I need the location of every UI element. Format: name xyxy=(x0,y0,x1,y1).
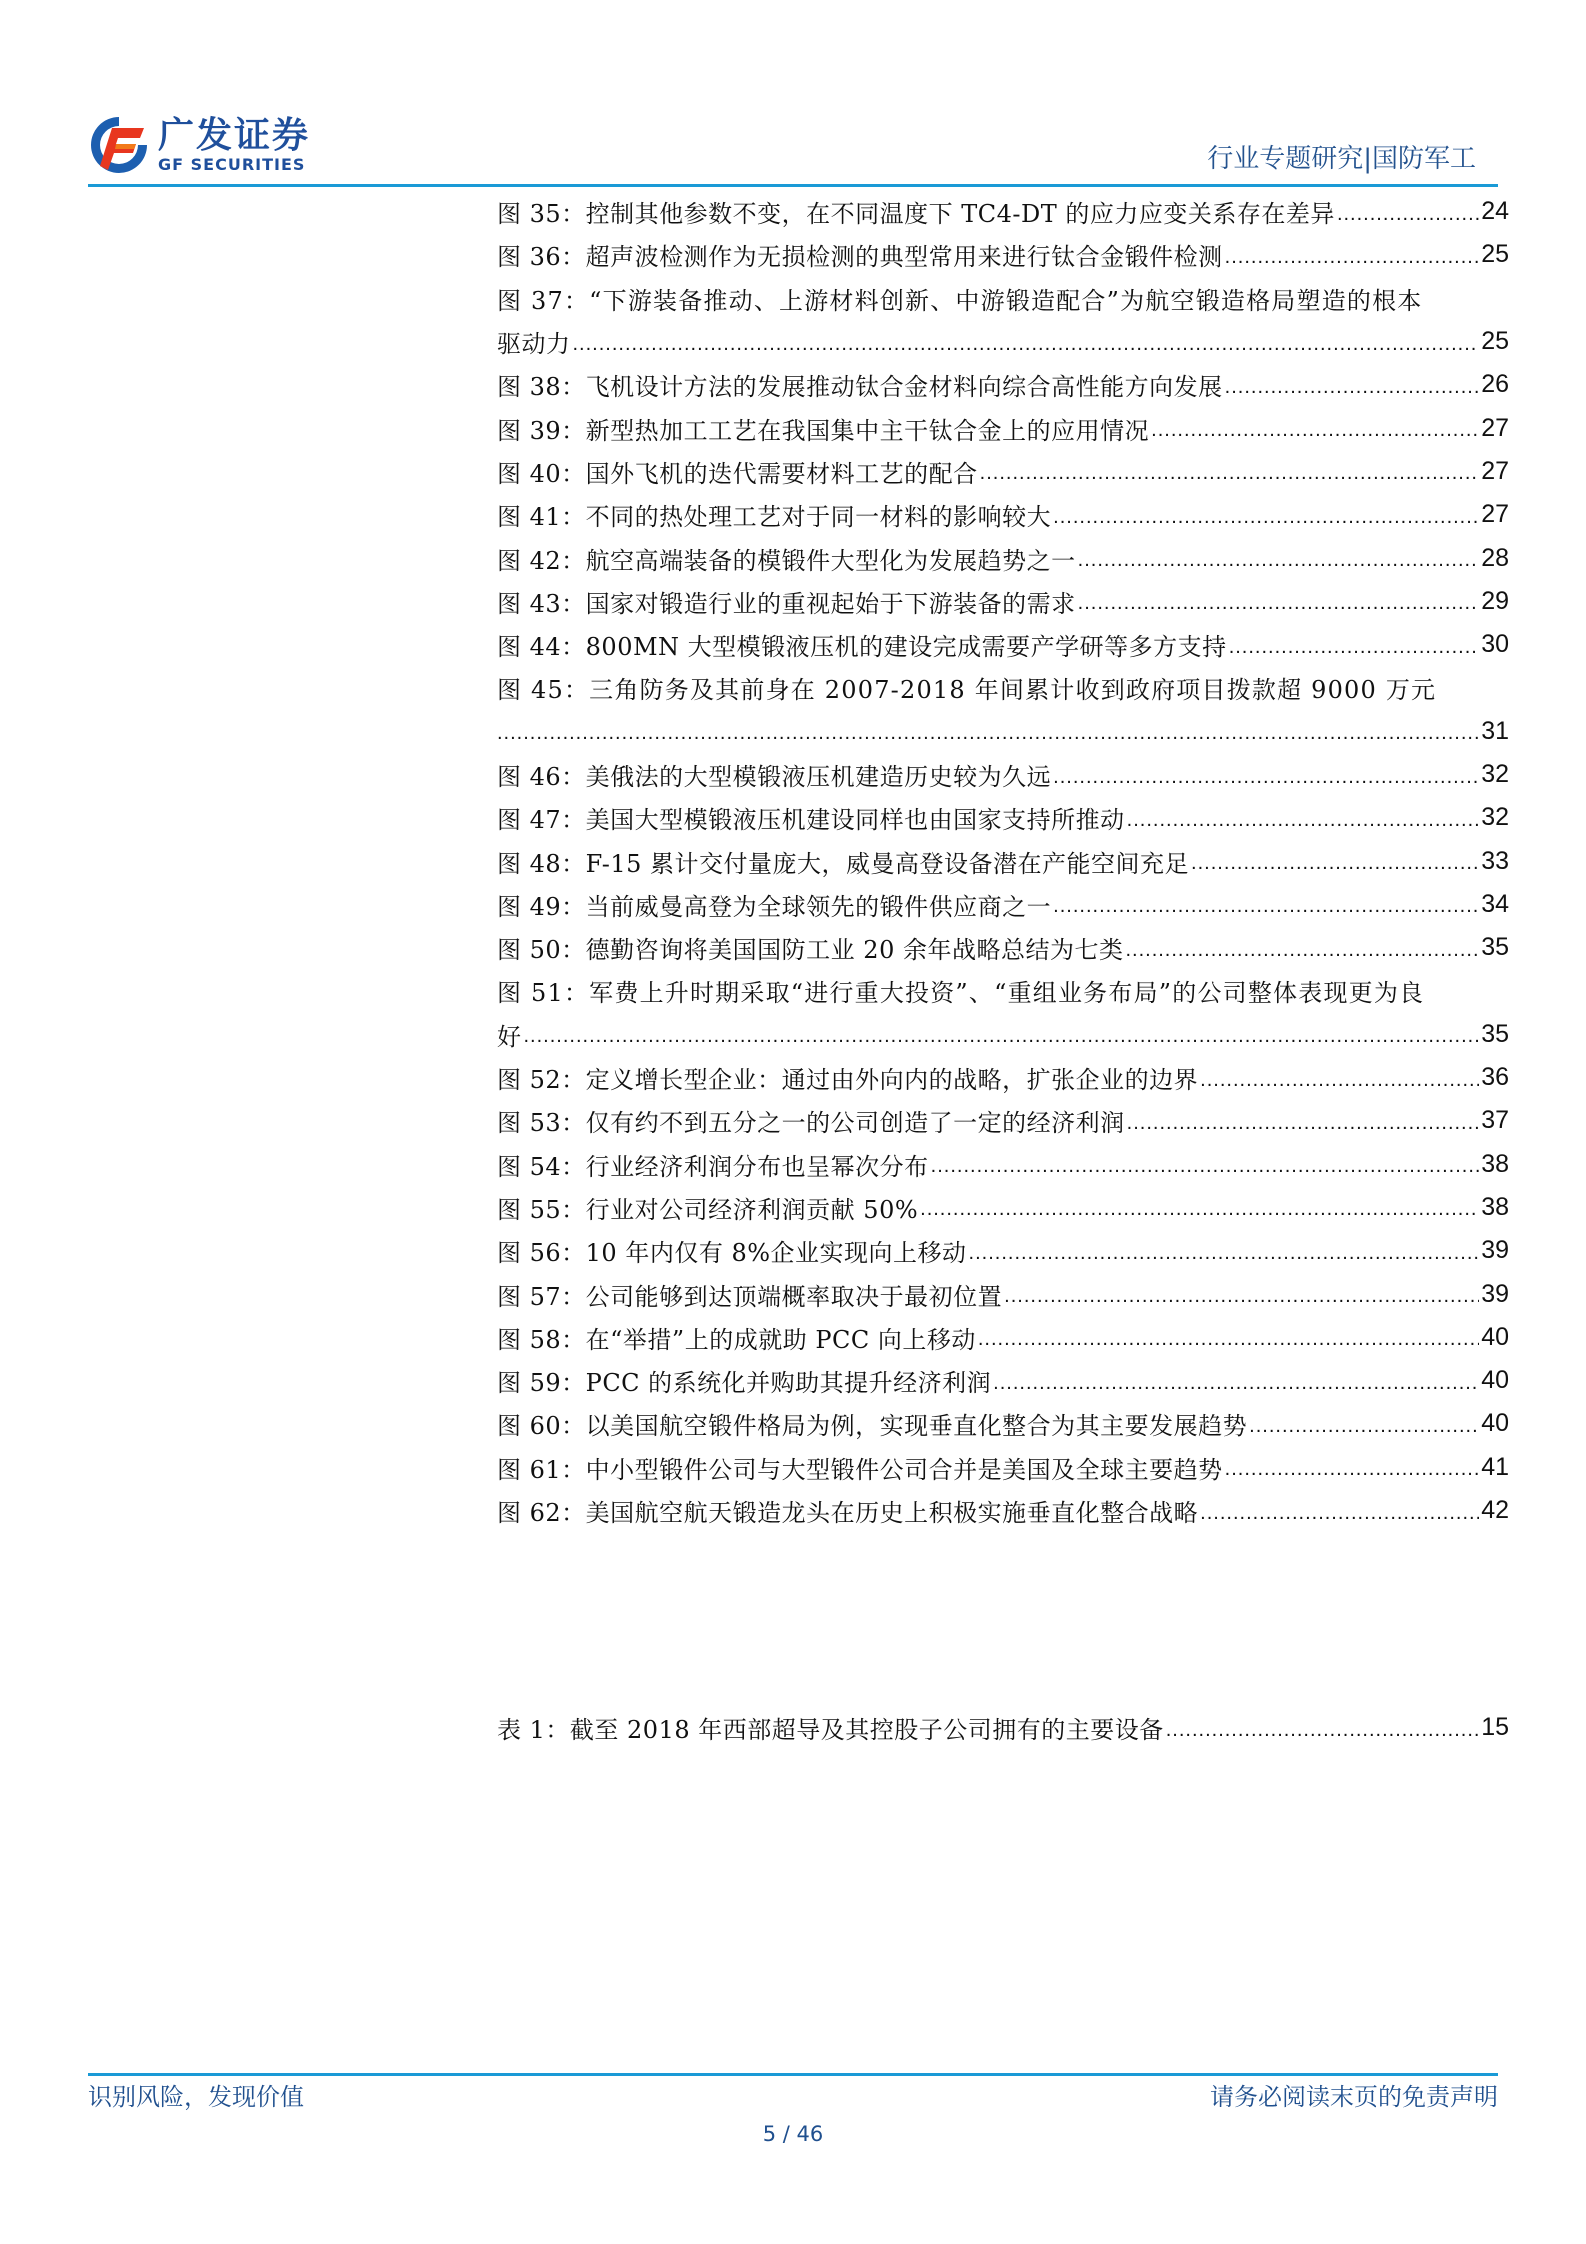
toc-entry[interactable] xyxy=(497,839,1509,882)
toc-entry[interactable] xyxy=(497,926,1509,969)
toc-entry-page: 25 xyxy=(1481,240,1509,269)
toc-entry-label: 图 49：当前威曼高登为全球领先的锻件供应商之一 xyxy=(497,887,1053,922)
gf-logo-icon xyxy=(88,114,150,176)
dot-leader xyxy=(1166,1715,1479,1741)
toc-entry-page: 34 xyxy=(1481,889,1509,918)
toc-entry-page: 15 xyxy=(1481,1713,1509,1742)
toc-entry[interactable] xyxy=(497,1402,1509,1445)
toc-entry-label: 图 39：新型热加工工艺在我国集中主干钛合金上的应用情况 xyxy=(497,411,1151,446)
table-list xyxy=(497,1706,1509,1749)
toc-entry[interactable] xyxy=(497,1229,1509,1272)
toc-entry-page: 31 xyxy=(1481,716,1509,745)
toc-entry[interactable] xyxy=(497,1446,1509,1489)
dot-leader xyxy=(1200,1498,1479,1524)
toc-entry-page: 28 xyxy=(1481,543,1509,572)
toc-entry-label: 图 57：公司能够到达顶端概率取决于最初位置 xyxy=(497,1277,1004,1312)
toc-entry[interactable] xyxy=(497,666,1509,709)
dot-leader xyxy=(1125,935,1479,961)
toc-entry-label: 图 60：以美国航空锻件格局为例，实现垂直化整合为其主要发展趋势 xyxy=(497,1406,1249,1441)
dot-leader xyxy=(1249,1411,1479,1437)
toc-entry-page: 40 xyxy=(1481,1322,1509,1351)
toc-entry[interactable] xyxy=(497,190,1509,233)
toc-entry-label: 图 62：美国航空航天锻造龙头在历史上积极实施垂直化整合战略 xyxy=(497,1493,1200,1528)
dot-leader xyxy=(1225,242,1480,268)
toc-entry[interactable] xyxy=(497,536,1509,579)
toc-entry[interactable] xyxy=(497,450,1509,493)
dot-leader xyxy=(497,718,1479,744)
toc-entry-page: 27 xyxy=(1481,500,1509,529)
toc-entry-page: 39 xyxy=(1481,1279,1509,1308)
toc-entry-page: 35 xyxy=(1481,1019,1509,1048)
toc-entry-page: 36 xyxy=(1481,1063,1509,1092)
toc-entry-label: 图 36：超声波检测作为无损检测的典型常用来进行钛合金锻件检测 xyxy=(497,237,1225,272)
footer-divider xyxy=(88,2073,1498,2076)
header-divider xyxy=(88,184,1498,187)
toc-entry-label: 图 44：800MN 大型模锻液压机的建设完成需要产学研等多方支持 xyxy=(497,627,1229,662)
toc-entry-label: 图 50：德勤咨询将美国国防工业 20 余年战略总结为七类 xyxy=(497,930,1125,965)
toc-entry-label: 图 53：仅有约不到五分之一的公司创造了一定的经济利润 xyxy=(497,1103,1127,1138)
toc-entry-page: 32 xyxy=(1481,803,1509,832)
gf-securities-logo xyxy=(88,112,310,178)
toc-entry[interactable] xyxy=(497,1489,1509,1532)
toc-entry-label: 图 41：不同的热处理工艺对于同一材料的影响较大 xyxy=(497,497,1053,532)
toc-entry-label: 图 46：美俄法的大型模锻液压机建造历史较为久远 xyxy=(497,757,1053,792)
toc-entry[interactable] xyxy=(497,1272,1509,1315)
toc-entry-label: 图 38：飞机设计方法的发展推动钛合金材料向综合高性能方向发展 xyxy=(497,367,1225,402)
toc-entry[interactable] xyxy=(497,493,1509,536)
dot-leader xyxy=(920,1194,1479,1220)
dot-leader xyxy=(993,1368,1479,1394)
dot-leader xyxy=(1127,1108,1480,1134)
toc-entry[interactable] xyxy=(497,1186,1509,1229)
dot-leader xyxy=(1127,805,1480,831)
dot-leader xyxy=(1053,762,1479,788)
dot-leader xyxy=(1053,891,1479,917)
toc-entry[interactable] xyxy=(497,1706,1509,1749)
toc-entry[interactable] xyxy=(497,1316,1509,1359)
toc-entry-label: 表 1：截至 2018 年西部超导及其控股子公司拥有的主要设备 xyxy=(497,1710,1166,1745)
toc-entry-page: 39 xyxy=(1481,1236,1509,1265)
toc-entry[interactable] xyxy=(497,623,1509,666)
toc-entry[interactable] xyxy=(497,796,1509,839)
toc-entry-label: 图 61：中小型锻件公司与大型锻件公司合并是美国及全球主要趋势 xyxy=(497,1450,1225,1485)
toc-entry-page: 27 xyxy=(1481,456,1509,485)
dot-leader xyxy=(1225,1454,1480,1480)
dot-leader xyxy=(1151,415,1479,441)
toc-entry-label: 图 48：F-15 累计交付量庞大，威曼高登设备潜在产能空间充足 xyxy=(497,844,1191,879)
toc-entry-page: 35 xyxy=(1481,933,1509,962)
toc-entry-label: 图 47：美国大型模锻液压机建设同样也由国家支持所推动 xyxy=(497,800,1127,835)
logo-english-name: GF SECURITIES xyxy=(158,155,306,174)
toc-entry-label: 图 58：在“举措”上的成就助 PCC 向上移动 xyxy=(497,1320,978,1355)
toc-entry-page: 41 xyxy=(1481,1452,1509,1481)
toc-entry-label: 图 54：行业经济利润分布也呈幂次分布 xyxy=(497,1147,931,1182)
toc-entry[interactable] xyxy=(497,1056,1509,1099)
dot-leader xyxy=(969,1238,1480,1264)
toc-entry[interactable] xyxy=(497,753,1509,796)
dot-leader xyxy=(1004,1281,1479,1307)
toc-entry-page: 29 xyxy=(1481,586,1509,615)
toc-entry[interactable] xyxy=(497,1143,1509,1186)
dot-leader xyxy=(931,1151,1480,1177)
dot-leader xyxy=(573,329,1480,355)
toc-entry-label: 好 xyxy=(497,1017,524,1052)
toc-entry[interactable] xyxy=(497,363,1509,406)
dot-leader xyxy=(524,1021,1480,1047)
toc-entry[interactable] xyxy=(497,1099,1509,1142)
toc-entry-label: 图 51：军费上升时期采取“进行重大投资”、“重组业务布局”的公司整体表现更为良 xyxy=(497,973,1509,1008)
toc-entry-page: 40 xyxy=(1481,1409,1509,1438)
toc-entry-page: 38 xyxy=(1481,1149,1509,1178)
page-header xyxy=(88,108,1498,184)
dot-leader xyxy=(1200,1065,1479,1091)
toc-entry[interactable] xyxy=(497,969,1509,1012)
toc-entry-label: 图 59：PCC 的系统化并购助其提升经济利润 xyxy=(497,1363,993,1398)
page-indicator: 5 / 46 xyxy=(762,2122,824,2146)
toc-entry[interactable] xyxy=(497,233,1509,276)
toc-entry-label: 驱动力 xyxy=(497,324,573,359)
dot-leader xyxy=(980,458,1480,484)
toc-entry-label: 图 55：行业对公司经济利润贡献 50% xyxy=(497,1190,920,1225)
report-category: 行业专题研究|国防军工 xyxy=(1207,144,1476,174)
toc-entry-page: 37 xyxy=(1481,1106,1509,1135)
footer-disclaimer: 请务必阅读末页的免责声明 xyxy=(1210,2083,1498,2111)
toc-entry-continuation[interactable] xyxy=(497,1013,1509,1056)
figure-list xyxy=(497,190,1509,1532)
dot-leader xyxy=(1078,588,1480,614)
dot-leader xyxy=(1191,848,1479,874)
toc-entry-page: 38 xyxy=(1481,1192,1509,1221)
dot-leader xyxy=(978,1324,1479,1350)
toc-entry-continuation[interactable] xyxy=(497,320,1509,363)
toc-entry-page: 40 xyxy=(1481,1366,1509,1395)
toc-entry[interactable] xyxy=(497,580,1509,623)
toc-entry-page: 26 xyxy=(1481,370,1509,399)
dot-leader xyxy=(1337,199,1479,225)
toc-entry-label: 图 42：航空高端装备的模锻件大型化为发展趋势之一 xyxy=(497,541,1078,576)
toc-entry-label: 图 35：控制其他参数不变，在不同温度下 TC4-DT 的应力应变关系存在差异 xyxy=(497,194,1337,229)
toc-entry-page: 32 xyxy=(1481,760,1509,788)
toc-entry-page: 30 xyxy=(1481,630,1509,659)
logo-chinese-name: 广发证券 xyxy=(158,115,311,156)
toc-entry-label: 图 45：三角防务及其前身在 2007-2018 年间累计收到政府项目拨款超 9000 万元 xyxy=(497,670,1509,705)
toc-entry-label: 图 56：10 年内仅有 8%企业实现向上移动 xyxy=(497,1233,969,1268)
toc-entry-page: 33 xyxy=(1481,846,1509,875)
toc-entry-label: 图 37：“下游装备推动、上游材料创新、中游锻造配合”为航空锻造格局塑造的根本 xyxy=(497,281,1509,316)
toc-entry[interactable] xyxy=(497,883,1509,926)
toc-entry[interactable] xyxy=(497,277,1509,320)
toc-entry-page: 42 xyxy=(1481,1496,1509,1525)
toc-entry-label: 图 40：国外飞机的迭代需要材料工艺的配合 xyxy=(497,454,980,489)
toc-entry-label: 图 43：国家对锻造行业的重视起始于下游装备的需求 xyxy=(497,584,1078,619)
dot-leader xyxy=(1225,372,1480,398)
dot-leader xyxy=(1078,545,1480,571)
toc-entry-label: 图 52：定义增长型企业：通过由外向内的战略，扩张企业的边界 xyxy=(497,1060,1200,1095)
toc-entry-page: 24 xyxy=(1481,197,1509,226)
toc-entry-continuation[interactable] xyxy=(497,710,1509,753)
toc-entry[interactable] xyxy=(497,406,1509,449)
toc-entry-page: 27 xyxy=(1481,413,1509,442)
dot-leader xyxy=(1053,502,1479,528)
dot-leader xyxy=(1229,632,1480,658)
toc-entry-page: 25 xyxy=(1481,327,1509,356)
footer-slogan: 识别风险，发现价值 xyxy=(88,2083,304,2111)
toc-entry[interactable] xyxy=(497,1359,1509,1402)
